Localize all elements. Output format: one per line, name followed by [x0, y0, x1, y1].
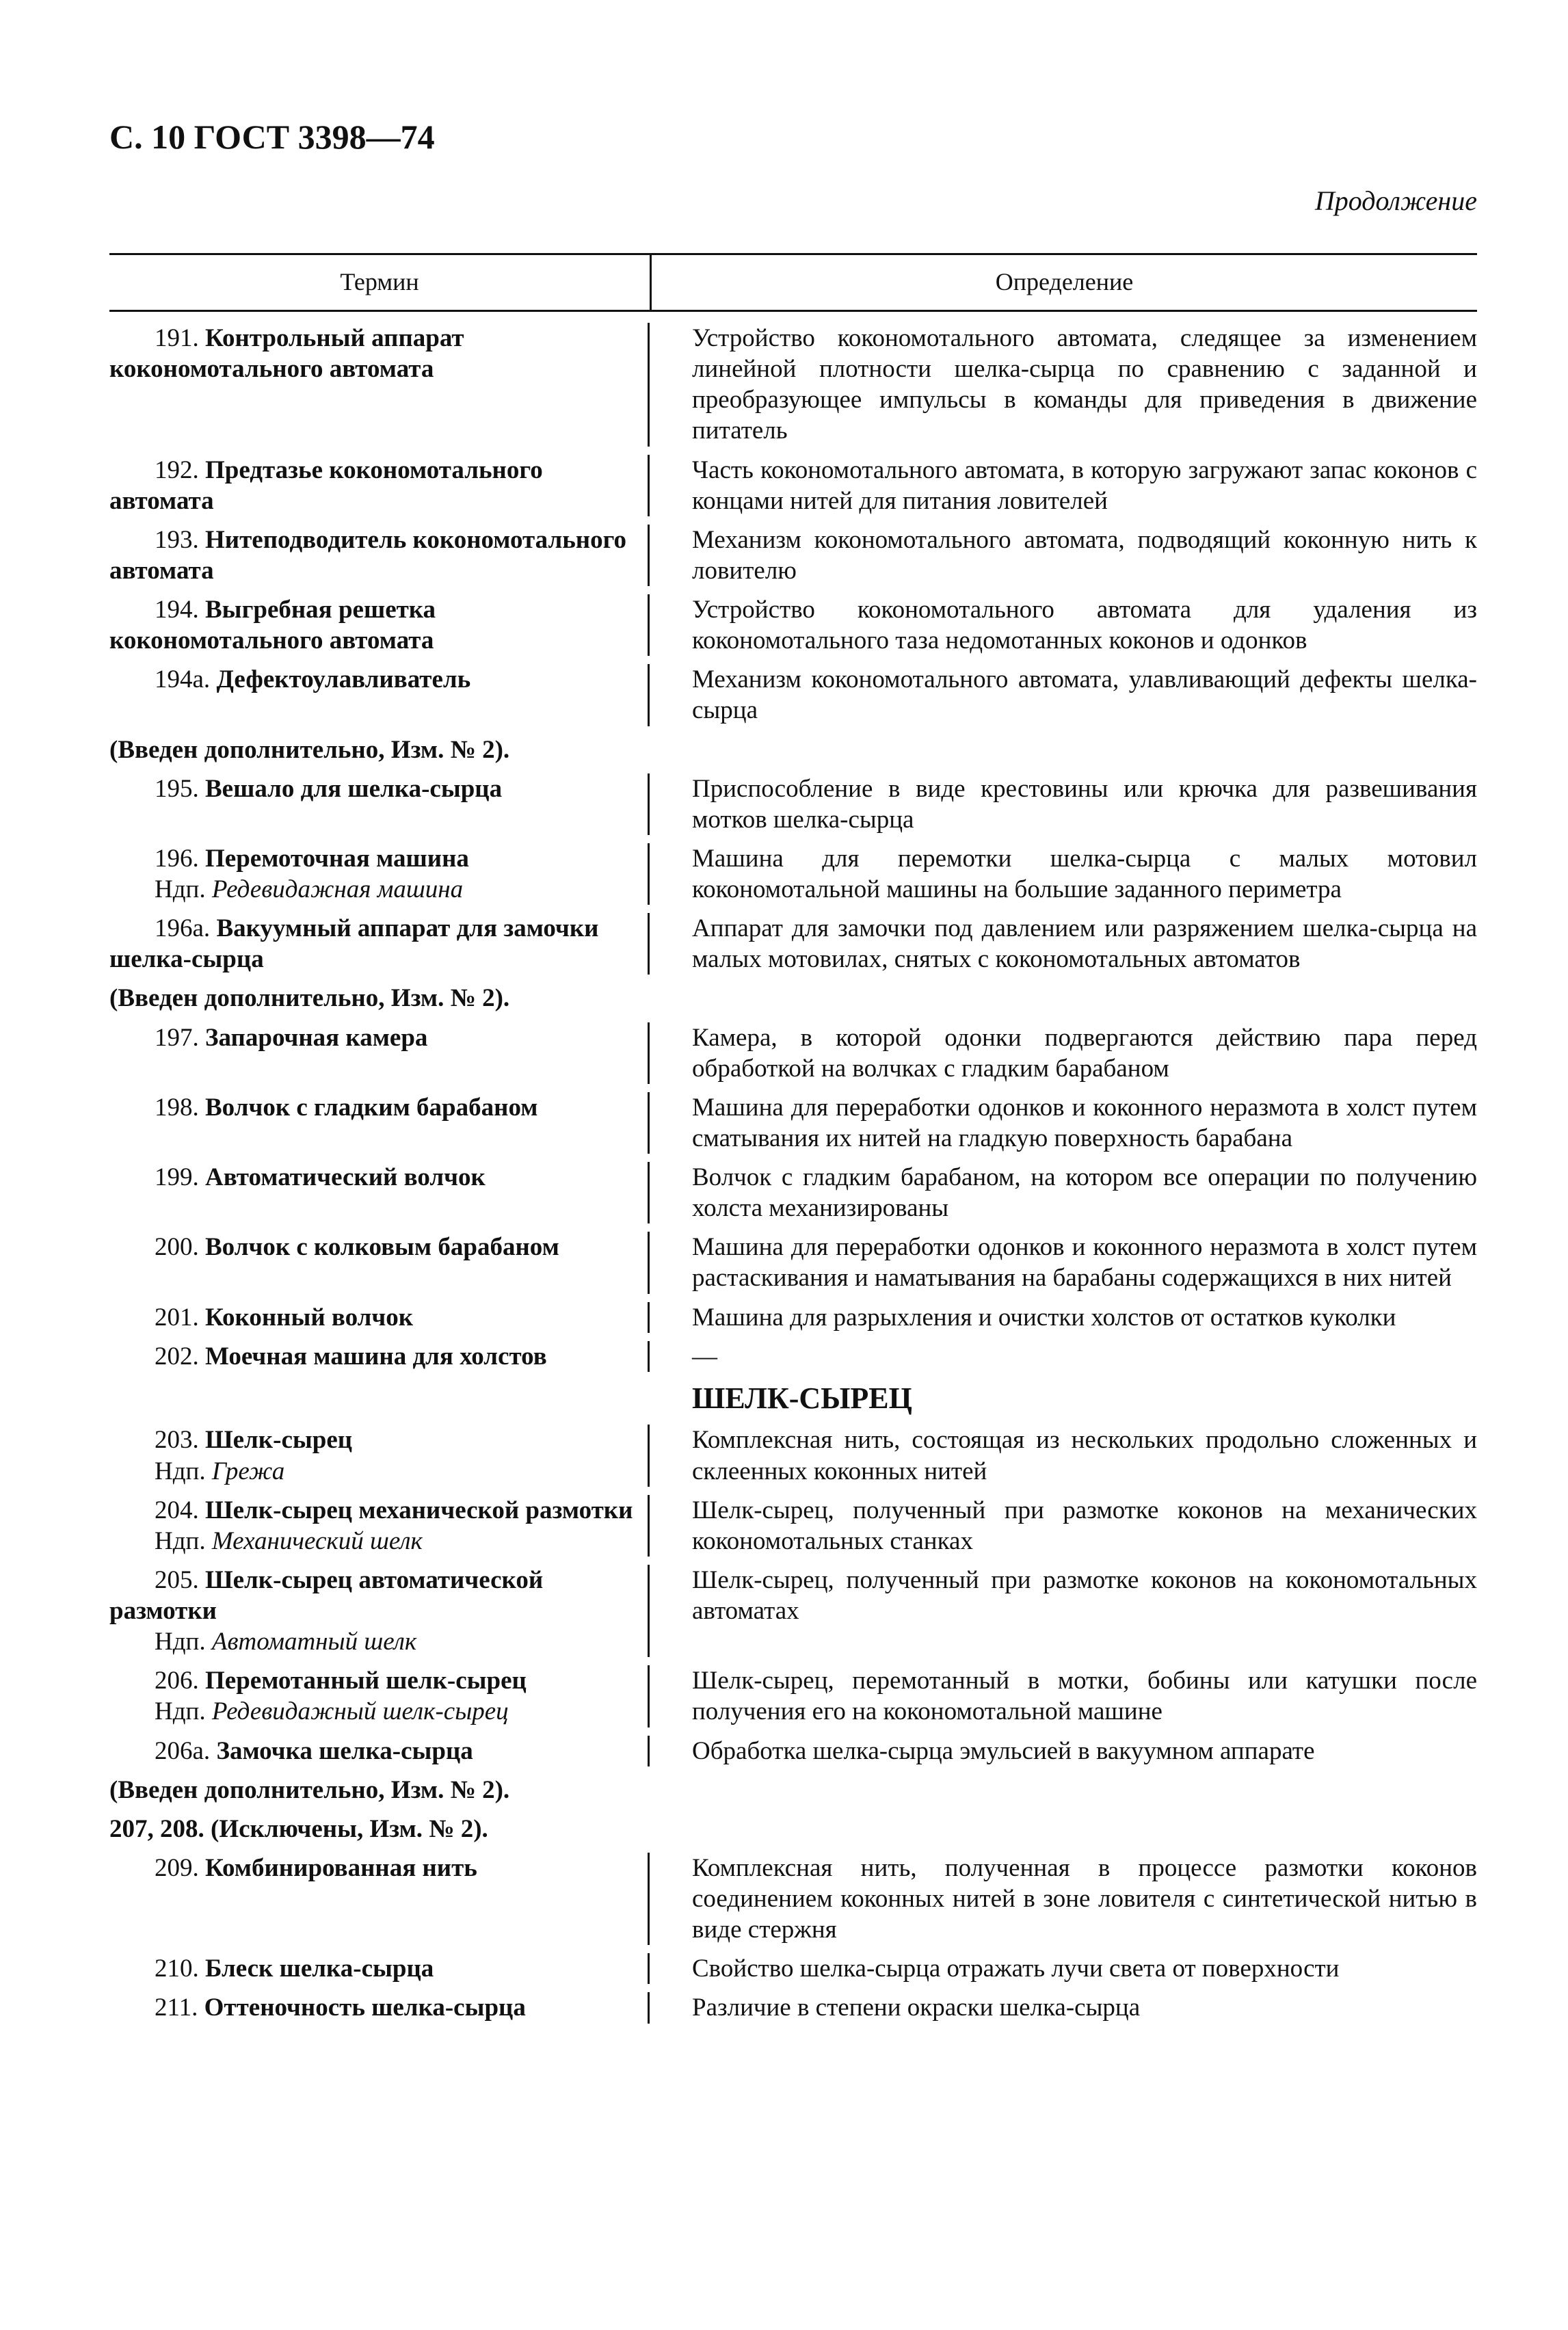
deprecated-label: Ндп. [155, 1526, 206, 1555]
definition-cell [650, 525, 1477, 586]
definition-text: Различие в степени окраски шелка-сырца [692, 1994, 1141, 2022]
definition-cell [650, 1425, 1477, 1486]
term-cell [109, 773, 650, 835]
term-name: Вешало для шелка-сырца [205, 774, 503, 803]
definition-cell [650, 983, 1477, 1014]
definition-cell [650, 1992, 1477, 2023]
terms-table [109, 253, 1477, 2032]
term-cell [109, 1425, 650, 1486]
definition-cell [650, 455, 1477, 516]
term-cell [109, 1775, 650, 1805]
definition-text: Аппарат для замочки под давлением или разряжением шелка-сырца на малых мотовилах, снятых с кокономотальных автоматов [692, 914, 1477, 974]
definition-text: Приспособление в виде крестовины или крючка для развешивания мотков шелка-сырца [692, 774, 1477, 834]
term-name: Комбинированная нить [205, 1853, 477, 1882]
term-name: Шелк-сырец [205, 1426, 353, 1455]
term-cell [109, 1736, 650, 1766]
table-row [109, 323, 1477, 447]
table-row [109, 843, 1477, 905]
term-cell [109, 843, 650, 905]
deprecated-label: Ндп. [155, 1628, 206, 1656]
term-name: Контрольный аппарат кокономотального автомата [109, 324, 464, 384]
term-cell [109, 1953, 650, 1984]
term-number: 192. [155, 455, 199, 484]
term-cell [109, 734, 650, 765]
definition-text: Шелк-сырец, полученный при размотке коконов на кокономотальных автоматах [692, 1565, 1477, 1626]
definition-cell [650, 1380, 1477, 1417]
table-row [109, 1736, 1477, 1766]
definition-text: Механизм кокономотального автомата, подводящий коконную нить к ловителю [692, 525, 1477, 585]
term-name: Автоматический волчок [205, 1163, 486, 1191]
term-name: Волчок с гладким барабаном [205, 1093, 538, 1122]
definition-cell [650, 1022, 1477, 1084]
deprecated-term [109, 1456, 643, 1487]
definition-cell [650, 1565, 1477, 1657]
term-number: 193. [155, 525, 199, 554]
definition-text: Часть кокономотального автомата, в которую загружают запас коконов с концами нитей для питания ловителей [692, 455, 1477, 515]
term-number: 196а. [155, 914, 211, 943]
definition-cell [650, 843, 1477, 905]
term-number: 199. [155, 1163, 199, 1191]
column-header-definition: Определение [995, 268, 1134, 296]
table-body [109, 323, 1477, 2024]
definition-cell [650, 913, 1477, 975]
deprecated-name: Редевидажный шелк-сырец [211, 1697, 509, 1726]
term-number: 205. [155, 1565, 199, 1594]
term-number: 201. [155, 1303, 199, 1332]
term-cell [109, 594, 650, 656]
deprecated-name: Грежа [211, 1457, 285, 1485]
term-number: 206а. [155, 1736, 211, 1765]
definition-cell [650, 1853, 1477, 1945]
deprecated-term [109, 1526, 643, 1557]
table-row [109, 664, 1477, 726]
term-number: 194. [155, 596, 199, 624]
definition-cell [650, 734, 1477, 765]
definition-cell [650, 1665, 1477, 1727]
term-number: 195. [155, 774, 199, 803]
term-cell [109, 1302, 650, 1333]
deprecated-label: Ндп. [155, 875, 206, 903]
deprecated-label: Ндп. [155, 1697, 206, 1726]
term-name: Перемотанный шелк-сырец [205, 1667, 527, 1695]
definition-text: Устройство кокономотального автомата, следящее за изменением линейной плотности шелка-сырца по сравнению с заданной и преобразующее импульсы в команды для приведения в движение питатель [692, 324, 1477, 445]
page-header: С. 10 ГОСТ 3398—74 [109, 118, 435, 156]
term-cell [109, 1992, 650, 2023]
definition-text: Комплексная нить, состоящая из нескольких продольно сложенных и склеенных коконных нитей [692, 1426, 1477, 1485]
definition-text: Комплексная нить, полученная в процессе размотки коконов соединением коконных нитей в зоне ловителя с синтетической нитью в виде стержня [692, 1853, 1477, 1944]
table-row [109, 1953, 1477, 1984]
term-cell [109, 1092, 650, 1154]
term-number: 194а. [155, 665, 211, 694]
table-row [109, 1380, 1477, 1417]
term-number: 210. [155, 1955, 199, 1983]
term-cell [109, 1162, 650, 1223]
definition-text: Машина для переработки одонков и коконного неразмота в холст путем сматывания их нитей на гладкую поверхность барабана [692, 1093, 1477, 1152]
definition-text: Обработка шелка-сырца эмульсией в вакуумном аппарате [692, 1736, 1315, 1765]
definition-text: Машина для переработки одонков и коконного неразмота в холст путем растаскивания и наматывания на барабаны содержащихся в них нитей [692, 1233, 1477, 1293]
definition-text: Шелк-сырец, полученный при размотке коконов на механических кокономотальных станках [692, 1496, 1477, 1555]
continued-label: Продолжение [1314, 185, 1477, 216]
table-row [109, 913, 1477, 975]
column-header-term: Термин [109, 255, 652, 310]
term-number: 198. [155, 1093, 199, 1122]
term-cell [109, 1495, 650, 1557]
deprecated-name: Редевидажная машина [211, 875, 464, 903]
table-row [109, 1302, 1477, 1333]
definition-cell [650, 1736, 1477, 1766]
definition-cell [650, 1232, 1477, 1293]
table-row [109, 594, 1477, 656]
amendment-note: (Введен дополнительно, Изм. № 2). [109, 1775, 510, 1804]
term-name: Предтазье кокономотального автомата [109, 455, 543, 515]
table-row [109, 1425, 1477, 1486]
term-name: Перемоточная машина [205, 844, 469, 873]
definition-cell [650, 664, 1477, 726]
table-row [109, 1565, 1477, 1657]
amendment-note: (Введен дополнительно, Изм. № 2). [109, 984, 510, 1013]
table-row [109, 1992, 1477, 2023]
definition-text: Машина для разрыхления и очистки холстов от остатков куколки [692, 1303, 1396, 1332]
term-number: 206. [155, 1667, 199, 1695]
term-cell [109, 525, 650, 586]
term-name: Дефектоулавливатель [216, 665, 471, 694]
amendment-note: (Введен дополнительно, Изм. № 2). [109, 735, 510, 764]
definition-cell [650, 1302, 1477, 1333]
deprecated-term [109, 874, 643, 905]
term-number: 197. [155, 1023, 199, 1052]
term-number: 200. [155, 1233, 199, 1262]
table-row [109, 525, 1477, 586]
term-name: Блеск шелка-сырца [205, 1955, 434, 1983]
deprecated-term [109, 1626, 643, 1657]
table-row [109, 983, 1477, 1014]
deprecated-name: Автоматный шелк [211, 1628, 417, 1656]
term-name: Шелк-сырец механической размотки [205, 1496, 633, 1524]
definition-text: Шелк-сырец, перемотанный в мотки, бобины или катушки после получения его на кокономотальной машине [692, 1667, 1477, 1726]
definition-text: Волчок с гладким барабаном, на котором все операции по получению холста механизированы [692, 1163, 1477, 1223]
definition-text: Камера, в которой одонки подвергаются действию пара перед обработкой на волчках с гладким барабаном [692, 1023, 1477, 1083]
term-name: Выгребная решетка кокономотального автомата [109, 596, 436, 655]
deprecated-label: Ндп. [155, 1457, 206, 1485]
definition-text: Свойство шелка-сырца отражать лучи света от поверхности [692, 1955, 1340, 1983]
table-row [109, 734, 1477, 765]
term-cell [109, 1814, 650, 1844]
table-header [109, 253, 1477, 312]
term-name: Шелк-сырец автоматической размотки [109, 1565, 544, 1626]
term-cell [109, 1232, 650, 1293]
table-row [109, 1162, 1477, 1223]
definition-text: Механизм кокономотального автомата, улавливающий дефекты шелка-сырца [692, 665, 1477, 725]
table-row [109, 1775, 1477, 1805]
term-cell [109, 1665, 650, 1727]
term-number: 196. [155, 844, 199, 873]
definition-cell [650, 1814, 1477, 1844]
definition-cell [650, 1775, 1477, 1805]
table-row [109, 1022, 1477, 1084]
term-cell [109, 1341, 650, 1372]
term-number: 203. [155, 1426, 199, 1455]
term-cell [109, 1565, 650, 1657]
term-cell [109, 455, 650, 516]
definition-cell [650, 323, 1477, 447]
table-row [109, 773, 1477, 835]
term-number: 191. [155, 324, 199, 352]
term-number: 211. [155, 1994, 198, 2022]
term-name: Моечная машина для холстов [205, 1342, 547, 1371]
definition-text: Машина для перемотки шелка-сырца с малых мотовил кокономотальной машины на большие заданного периметра [692, 844, 1477, 903]
term-name: Замочка шелка-сырца [216, 1736, 473, 1765]
term-name: Оттеночность шелка-сырца [204, 1994, 526, 2022]
term-cell [109, 913, 650, 975]
section-heading: ШЕЛК-СЫРЕЦ [692, 1381, 912, 1415]
deprecated-term [109, 1696, 643, 1727]
definition-text: Устройство кокономотального автомата для удаления из кокономотального таза недомотанных коконов и одонков [692, 596, 1477, 655]
table-row [109, 1232, 1477, 1293]
definition-cell [650, 1162, 1477, 1223]
term-cell [109, 1380, 650, 1417]
deprecated-name: Механический шелк [211, 1526, 423, 1555]
table-row [109, 1665, 1477, 1727]
term-name: Коконный волчок [205, 1303, 414, 1332]
term-number: 204. [155, 1496, 199, 1524]
definition-text: — [692, 1342, 717, 1371]
table-row [109, 1092, 1477, 1154]
table-row [109, 1814, 1477, 1844]
term-number: 202. [155, 1342, 199, 1371]
definition-cell [650, 1953, 1477, 1984]
term-name: Вакуумный аппарат для замочки шелка-сырца [109, 914, 599, 974]
term-cell [109, 1853, 650, 1945]
term-cell [109, 664, 650, 726]
table-row [109, 1341, 1477, 1372]
definition-cell [650, 594, 1477, 656]
term-cell [109, 983, 650, 1014]
definition-cell [650, 773, 1477, 835]
term-name: Волчок с колковым барабаном [205, 1233, 559, 1262]
table-row [109, 1853, 1477, 1945]
definition-cell [650, 1092, 1477, 1154]
term-number: 209. [155, 1853, 199, 1882]
definition-cell [650, 1341, 1477, 1372]
table-row [109, 455, 1477, 516]
term-cell [109, 323, 650, 447]
excluded-note: 207, 208. (Исключены, Изм. № 2). [109, 1814, 488, 1843]
term-cell [109, 1022, 650, 1084]
definition-cell [650, 1495, 1477, 1557]
table-row [109, 1495, 1477, 1557]
term-name: Запарочная камера [205, 1023, 428, 1052]
term-name: Нитеподводитель кокономотального автомата [109, 525, 627, 585]
